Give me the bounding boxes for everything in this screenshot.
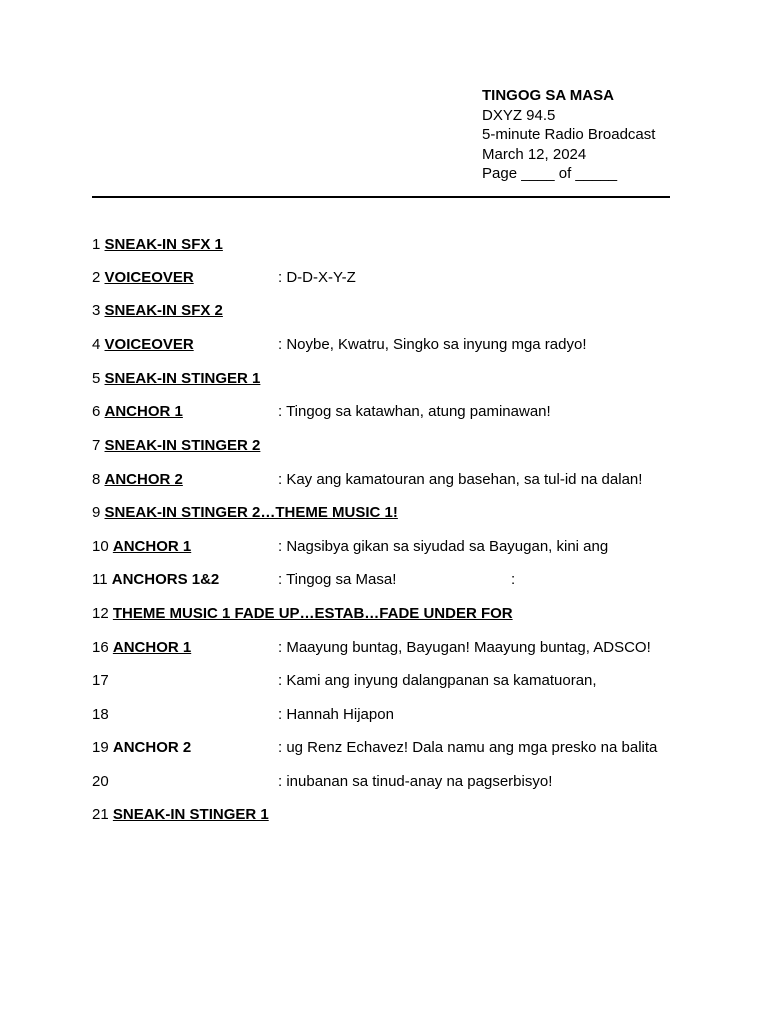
line-number: 20 [92, 773, 109, 790]
script-line [92, 268, 356, 288]
line-text [278, 570, 516, 590]
line-number: 9 [92, 504, 101, 521]
cue-label: SNEAK-IN STINGER 2…THEME MUSIC 1! [104, 504, 398, 521]
line-number: 6 [92, 403, 101, 420]
line-number: 11 [92, 571, 108, 588]
script-line [92, 503, 398, 523]
page-number: Page ____ of _____ [482, 165, 618, 182]
cue-label: SNEAK-IN SFX 2 [104, 302, 223, 319]
line-number: 1 [92, 236, 101, 253]
cue-label: VOICEOVER [104, 336, 194, 353]
cue-label: ANCHOR 2 [112, 739, 192, 756]
line-number: 17 [92, 672, 109, 689]
cue-label: THEME MUSIC 1 FADE UP…ESTAB…FADE UNDER FOR [112, 605, 513, 622]
cue-label: ANCHOR 2 [104, 471, 183, 488]
line-text: : ug Renz Echavez! Dala namu ang mga presko na balita [278, 739, 658, 756]
line-number: 10 [92, 538, 109, 555]
cue-label: ANCHORS 1&2 [111, 571, 220, 588]
script-line [92, 805, 269, 825]
script-line [92, 537, 609, 557]
line-text: : Maayung buntag, Bayugan! Maayung buntag, ADSCO! [278, 639, 651, 656]
line-text: : Noybe, Kwatru, Singko sa inyung mga radyo! [278, 336, 587, 353]
line-text: : Tingog sa katawhan, atung paminawan! [278, 403, 551, 420]
line-number: 4 [92, 336, 101, 353]
line-text: : D-D-X-Y-Z [278, 269, 356, 286]
script-line [92, 705, 394, 725]
script-line [92, 671, 597, 691]
script-line [92, 301, 223, 321]
script-line [92, 369, 260, 389]
script-line [92, 570, 516, 590]
script-line [92, 604, 513, 624]
line-number: 3 [92, 302, 101, 319]
cue-label: SNEAK-IN STINGER 1 [104, 370, 261, 387]
script-header [482, 86, 655, 184]
program-title: TINGOG SA MASA [482, 87, 614, 104]
cue-label: ANCHOR 1 [104, 403, 183, 420]
cue-label: SNEAK-IN STINGER 2 [104, 437, 261, 454]
cue-label: SNEAK-IN STINGER 1 [112, 806, 269, 823]
line-number: 2 [92, 269, 101, 286]
trailing-colon: : [511, 571, 516, 588]
line-text: : Hannah Hijapon [278, 706, 394, 723]
script-line [92, 772, 553, 792]
header-divider [92, 196, 670, 198]
line-number: 21 [92, 806, 109, 823]
line-text: : Nagsibya gikan sa siyudad sa Bayugan, kini ang [278, 538, 609, 555]
broadcast-format: 5-minute Radio Broadcast [482, 126, 656, 143]
cue-label: VOICEOVER [104, 269, 194, 286]
line-text: : Kay ang kamatouran ang basehan, sa tul-id na dalan! [278, 471, 643, 488]
cue-label: ANCHOR 1 [112, 639, 192, 656]
script-line [92, 335, 587, 355]
line-number: 19 [92, 739, 109, 756]
script-line [92, 738, 658, 758]
broadcast-date: March 12, 2024 [482, 145, 587, 163]
station-id: DXYZ 94.5 [482, 106, 556, 124]
line-number: 12 [92, 605, 109, 622]
line-text-content: : Tingog sa Masa! [278, 571, 397, 588]
line-number: 16 [92, 639, 109, 656]
script-line [92, 235, 223, 255]
script-line [92, 402, 551, 422]
line-number: 18 [92, 706, 109, 723]
line-number: 5 [92, 370, 101, 387]
line-text: : inubanan sa tinud-anay na pagserbisyo! [278, 773, 553, 790]
line-text: : Kami ang inyung dalangpanan sa kamatuoran, [278, 672, 597, 689]
script-line [92, 638, 651, 658]
line-number: 8 [92, 471, 101, 488]
script-line [92, 470, 643, 490]
script-line [92, 436, 260, 456]
line-number: 7 [92, 437, 101, 454]
cue-label: ANCHOR 1 [112, 538, 192, 555]
cue-label: SNEAK-IN SFX 1 [104, 236, 223, 253]
